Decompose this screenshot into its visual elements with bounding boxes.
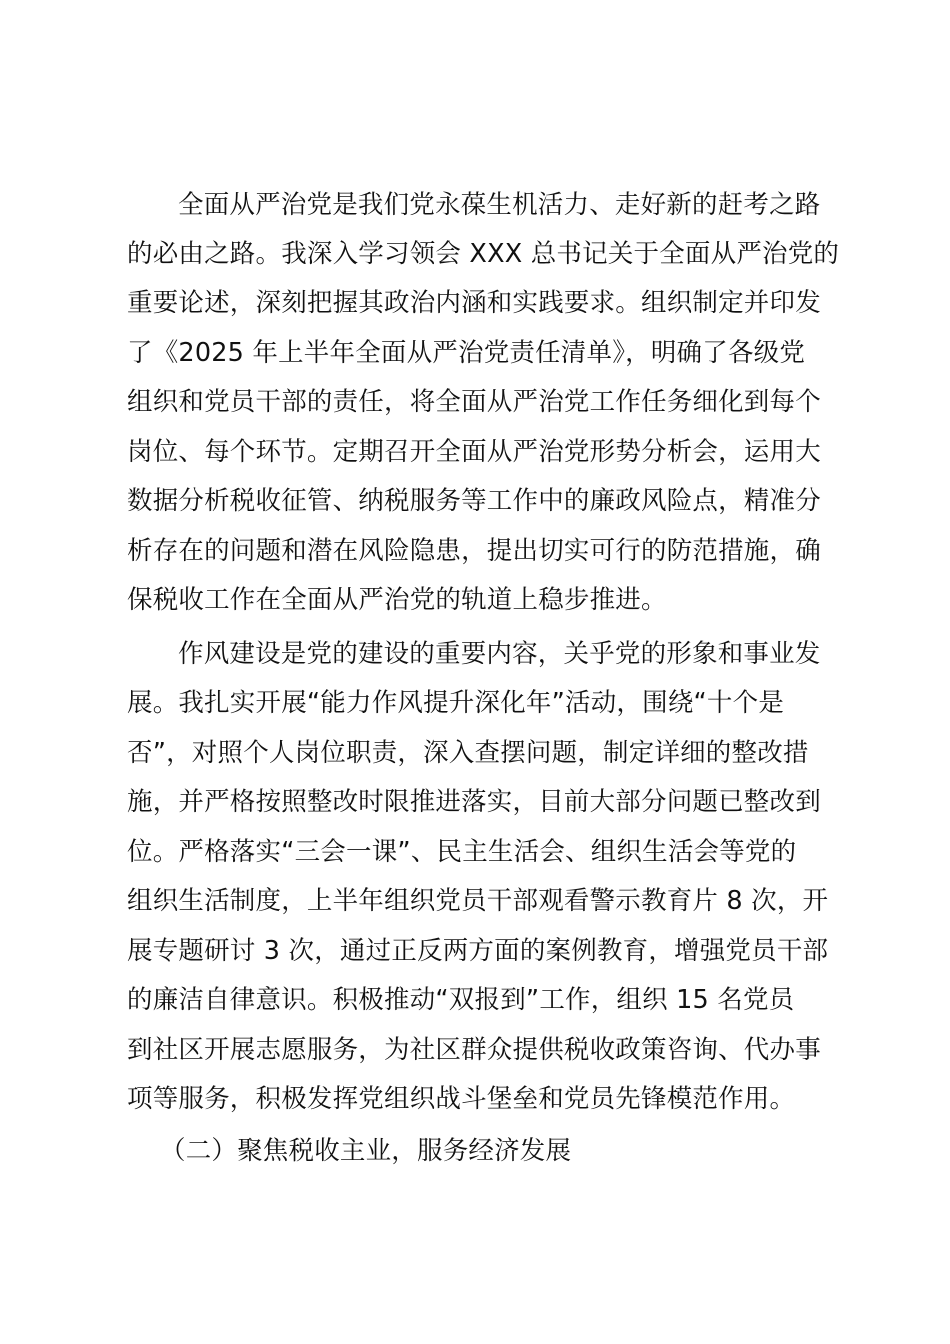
paragraph-line: 数据分析税收征管、纳税服务等工作中的廉政风险点，精准分: [127, 486, 821, 516]
paragraph-line: 施，并严格按照整改时限推进落实，目前大部分问题已整改到: [127, 787, 821, 817]
paragraph-line: 的必由之路。我深入学习领会 XXX 总书记关于全面从严治党的: [127, 239, 840, 269]
paragraph-line: 到社区开展志愿服务，为社区群众提供税收政策咨询、代办事: [127, 1035, 821, 1065]
paragraph-line: 了《2025 年上半年全面从严治党责任清单》，明确了各级党: [127, 338, 806, 368]
paragraph-line: 组织和党员干部的责任，将全面从严治党工作任务细化到每个: [127, 387, 821, 417]
paragraph-line: 保税收工作在全面从严治党的轨道上稳步推进。: [127, 585, 667, 615]
paragraph-line: 析存在的问题和潜在风险隐患，提出切实可行的防范措施，确: [127, 536, 821, 566]
paragraph-line: 的廉洁自律意识。积极推动“双报到”工作，组织 15 名党员: [127, 985, 795, 1015]
paragraph-line: 全面从严治党是我们党永葆生机活力、走好新的赶考之路: [178, 190, 821, 220]
paragraph-line: 展专题研讨 3 次，通过正反两方面的案例教育，增强党员干部: [127, 936, 829, 966]
paragraph-line: 展。我扎实开展“能力作风提升深化年”活动，围绕“十个是: [127, 688, 785, 718]
paragraph-line: 否”，对照个人岗位职责，深入查摆问题，制定详细的整改措: [127, 738, 809, 768]
paragraph-line: 项等服务，积极发挥党组织战斗堡垒和党员先锋模范作用。: [127, 1084, 796, 1114]
paragraph-line: 位。严格落实“三会一课”、民主生活会、组织生活会等党的: [127, 837, 797, 867]
paragraph-line: 组织生活制度，上半年组织党员干部观看警示教育片 8 次，开: [127, 886, 829, 916]
section-heading: （二）聚焦税收主业，服务经济发展: [160, 1136, 572, 1166]
paragraph-line: 重要论述，深刻把握其政治内涵和实践要求。组织制定并印发: [127, 288, 821, 318]
paragraph-line: 岗位、每个环节。定期召开全面从严治党形势分析会，运用大: [127, 437, 821, 467]
paragraph-line: 作风建设是党的建设的重要内容，关乎党的形象和事业发: [178, 639, 821, 669]
